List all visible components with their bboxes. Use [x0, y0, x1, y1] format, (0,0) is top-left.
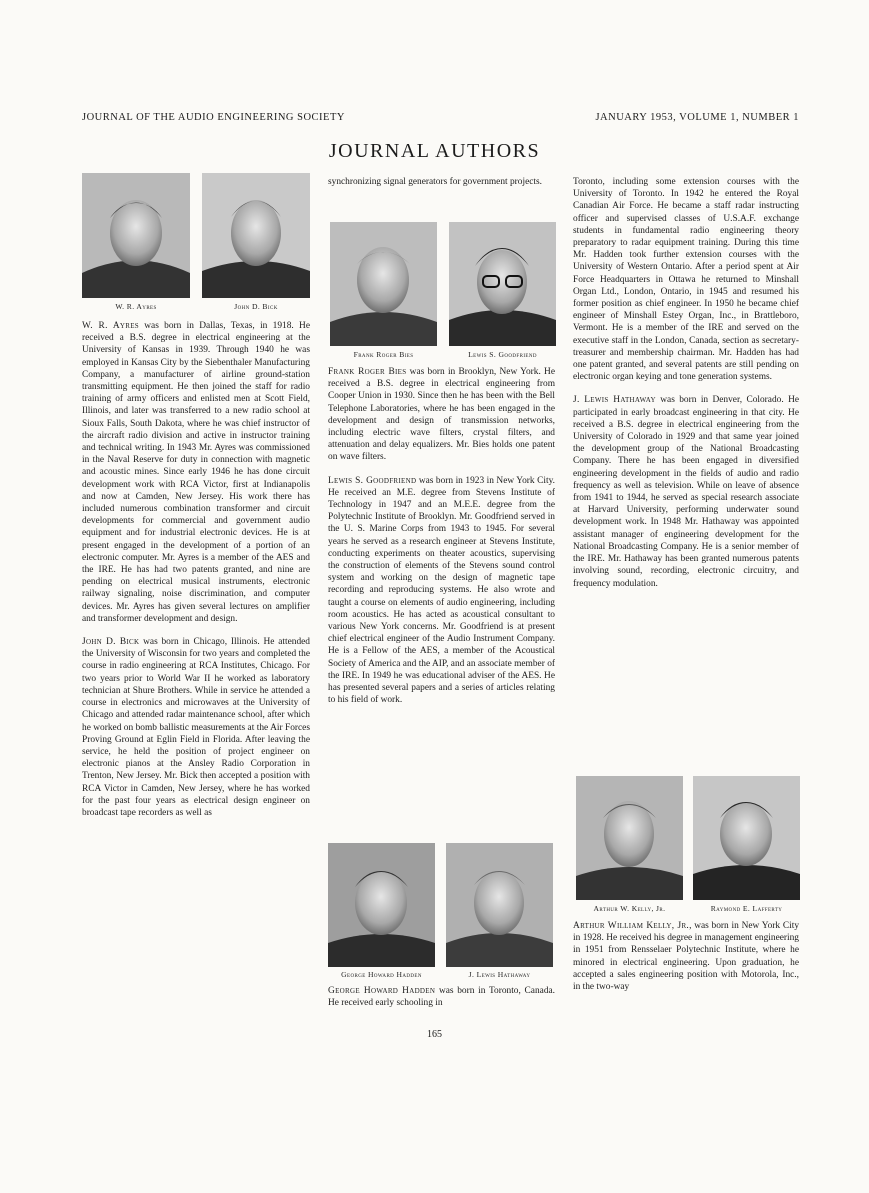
portrait-lafferty [693, 776, 800, 900]
caption-lafferty: Raymond E. Lafferty [710, 904, 783, 913]
caption-hadden: George Howard Hadden [341, 970, 422, 979]
column-3 [573, 176, 799, 601]
column-2-top [328, 176, 555, 199]
journal-header: JOURNAL OF THE AUDIO ENGINEERING SOCIETY [82, 112, 345, 123]
bio-hadden: George Howard Hadden was born in Toronto, Canada. He received early schooling in [328, 986, 556, 1009]
caption-hathaway: J. Lewis Hathaway [468, 970, 531, 979]
bio-hathaway: J. Lewis Hathaway was born in Denver, Colorado. He participated in early broadcast engineering in that city. He received a B.S. degree in electrical engineering from the University of Colorado in 1929 and that same year joined the development group of the National Broadcasting Company. There he has been engaged in diversified engineering development in the fields of audio and radio frequency as well as television. While on leave of absence from 1941 to 1944, he served as special research associate at Harvard University, performing underwater sound development work. In 1948 Mr. Hathaway was appointed assistant manager of engineering development for the National Broadcasting Company. He is a senior member of the IRE. Mr. Hathaway has been granted numerous patents involving sound, recording, electronic circuitry, and frequency modulation. [573, 395, 800, 589]
portrait-ayres [82, 173, 190, 298]
caption-ayres: W. R. Ayres [115, 302, 157, 311]
caption-bies: Frank Roger Bies [353, 350, 414, 359]
column-1 [82, 320, 310, 830]
portrait-bies [330, 222, 437, 346]
portrait-goodfriend [449, 222, 556, 346]
portrait-kelly [576, 776, 683, 900]
column-2 [328, 366, 555, 717]
name-hathaway: J. Lewis Hathaway [573, 395, 656, 406]
continued-text: synchronizing signal generators for government projects. [328, 177, 542, 187]
name-bick: John D. Bick [82, 637, 140, 648]
caption-kelly: Arthur W. Kelly, Jr. [593, 904, 666, 913]
page-title: JOURNAL AUTHORS [328, 140, 541, 162]
name-goodfriend: Lewis S. Goodfriend [328, 475, 417, 486]
bio-goodfriend: Lewis S. Goodfriend was born in 1923 in New York City. He received an M.E. degree from Stevens Institute of Technology in 1947 and an M.E.E. degree from the Polytechnic Institute of Brooklyn. Mr. Goodfriend served in the U. S. Marine Corps from 1943 to 1945. For several years he served as a research engineer at Stevens Institute, conducting experiments on theater acoustics, supervising the construction of elements of the Stevens sound control system and working on the design of magnetic tape recording and reproducing systems. He also wrote and taught a course on elements of audio engineering, including room acoustics. He has acted as acoustical consultant to various New York concerns. Mr. Goodfriend is at present chief electrical engineer of the Audio Instrument Company. He is a Fellow of the AES, a member of the Acoustical Society of America and the AIP, and an associate member of the IRE. In 1949 he was educational adviser of the AES. He has presented several papers and a series of articles relating to his field of work. [328, 475, 555, 706]
column-2-bottom [328, 985, 555, 1020]
bio-bies: Frank Roger Bies was born in Brooklyn, New York. He received a B.S. degree in electrical engineering from Cooper Union in 1930. Since then he has been with the Bell Telephone Laboratories, where he has been engaged in the development and design of transmission networks, including electric wave filters, crystal filters, and attenuation and delay equalizers. Mr. Bies holds one patent on wave filters. [328, 367, 555, 463]
portrait-hadden [328, 843, 435, 967]
name-hadden: George Howard Hadden [328, 986, 436, 996]
bio-bick: John D. Bick was born in Chicago, Illinois. He attended the University of Wisconsin for two years and completed the course in radio engineering at RCA Institutes, Chicago. For two years prior to World War II he worked as laboratory technician at Shure Brothers. While in service he attended a course in electronics and microwaves at the University of Chicago and attended radar maintenance school, after which he worked on bomb ballistic measurements at the Air Forces Proving Ground at Eglin Field in Florida. After leaving the service, he held the position of project engineer on electronic pianos at the Ansley Radio Corporation in Trenton, New Jersey. Mr. Bick then accepted a position with RCA Victor in Camden, New Jersey, where he has worked for the past four years as electrical design engineer on broadcast tape recorders as well as [82, 637, 310, 818]
continued-hadden: Toronto, including some extension courses with the University of Toronto. In 1942 he entered the Royal Canadian Air Force. He became a staff radar instructing officer and supervised classes of U.S.A.F. exchange students in fundamental radio engineering theory preparatory to radar equipment training. During this time Mr. Hadden took further extension courses with the University of Western Ontario. After a period spent at Air Force Headquarters in Ottawa he returned to Minshall Organ Ltd., London, Ontario, in 1945 and resumed his former position as chief engineer. In 1950 he became chief engineer of Minshall Estey Organ, Inc., in Brattleboro, Vermont. He is a member of the IRE and served on the executive staff in the London, Canada, section as secretary-treasurer and membership chairman. Mr. Hadden has had one patent granted, and several patents are still pending on electronic organ keying and tone generation systems. [573, 177, 799, 383]
bio-kelly: Arthur William Kelly, Jr., was born in New York City in 1928. He received his degree in management engineering in 1951 from Rensselaer Polytechnic Institute, where he minored in electrical engineering. Upon graduation, he accepted a sales engineering position with Motorola, Inc., in the two-way [573, 921, 800, 993]
caption-bick: John D. Bick [234, 302, 278, 311]
bio-ayres: W. R. Ayres was born in Dallas, Texas, in 1918. He received a B.S. degree in electrical engineering at the University of Kansas in 1939. Through 1940 he was employed in Kansas City by the Siebenthaler Manufacturing Company, a manufacturer of airline ground-station transmitting equipment. He then joined the staff for radio training of army officers and enlisted men at Scott Field, Illinois, and later was transferred to a new radio school at Sioux Falls, South Dakota, where he was chief instructor of the aircraft radio division and active in instructor training and technical writing. In 1943 Mr. Ayres was commissioned in the Naval Reserve for duty in connection with magnetic and acoustic mines. Since early 1946 he has done circuit development work with RCA Victor, first at Indianapolis and now at Camden, New Jersey. His work there has included numerous combination transformer and circuit developments for commercial and government audio equipment and for industrial electronic devices. He is at present engaged in the development of a portion of an electronic computer. Mr. Ayres is a member of the AES and the IRE. He has had two patents granted, and nine are pending on electrical musical instruments, electronic railway signaling, noise discrimination, and computer devices. Mr. Ayres has given several lectures on amplifier and transformer development and design. [82, 321, 310, 624]
portrait-bick [202, 173, 310, 298]
name-ayres: W. R. Ayres [82, 321, 139, 331]
name-kelly: Arthur William Kelly, Jr. [573, 921, 690, 931]
caption-goodfriend: Lewis S. Goodfriend [468, 350, 537, 359]
name-bies: Frank Roger Bies [328, 367, 407, 377]
issue-header: JANUARY 1953, VOLUME 1, NUMBER 1 [595, 112, 799, 123]
page-number: 165 [427, 1029, 442, 1040]
column-3-bottom [573, 920, 799, 1004]
portrait-hathaway [446, 843, 553, 967]
